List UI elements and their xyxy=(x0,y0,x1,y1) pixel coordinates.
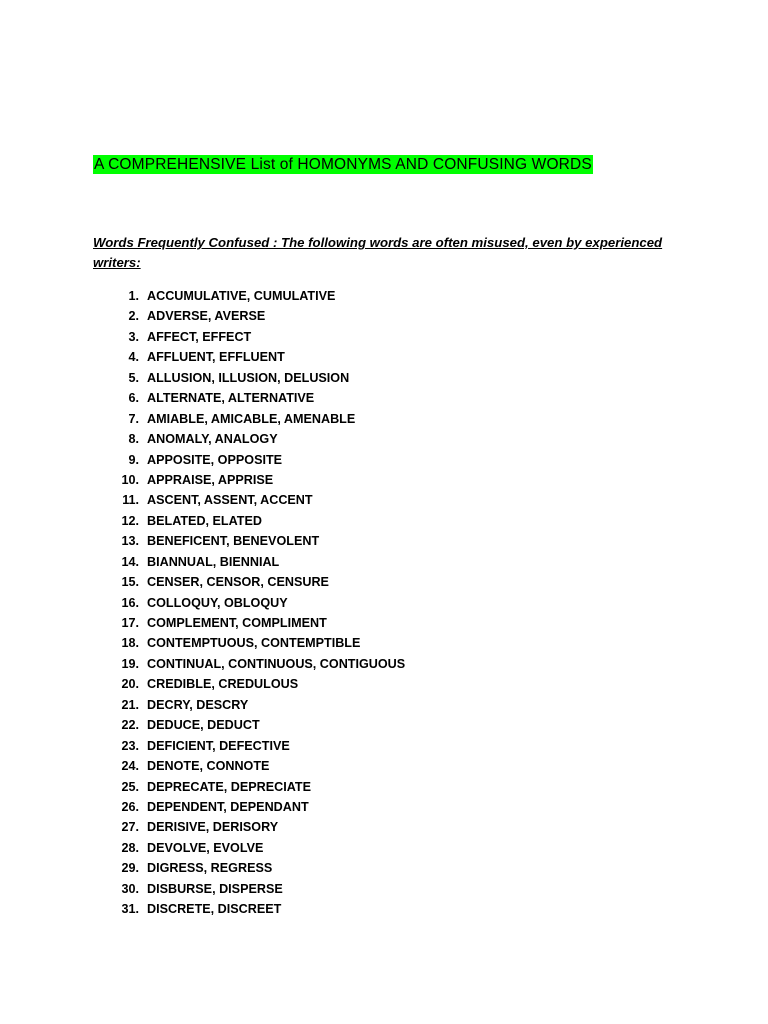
list-item-number: 27. xyxy=(121,820,139,835)
list-item-number: 30. xyxy=(121,881,139,896)
list-item-words: COMPLEMENT, COMPLIMENT xyxy=(147,616,327,630)
list-item-number: 9. xyxy=(128,452,139,467)
list-item-words: DISCRETE, DISCREET xyxy=(147,902,282,917)
list-item-words: ALTERNATE, ALTERNATIVE xyxy=(147,391,315,406)
list-item-words: BIANNUAL, BIENNIAL xyxy=(147,554,280,569)
list-item-spacer xyxy=(139,531,147,551)
list-item-spacer xyxy=(139,695,147,715)
list-item xyxy=(93,347,405,367)
list-item xyxy=(93,327,405,347)
list-item xyxy=(93,879,405,899)
list-item-number: 11. xyxy=(122,493,139,508)
list-item xyxy=(93,736,405,756)
list-item-number: 17. xyxy=(121,616,139,630)
list-item-number: 26. xyxy=(121,799,139,814)
list-item-words: ASCENT, ASSENT, ACCENT xyxy=(147,493,313,508)
list-item-words: APPRAISE, APPRISE xyxy=(147,472,274,487)
list-item-spacer xyxy=(139,797,147,817)
list-item xyxy=(93,511,405,531)
list-item-words: CENSER, CENSOR, CENSURE xyxy=(147,575,329,590)
list-item xyxy=(93,450,405,470)
list-item-words: DEVOLVE, EVOLVE xyxy=(147,840,264,855)
list-item-words: COLLOQUY, OBLOQUY xyxy=(147,595,288,610)
list-item xyxy=(93,572,405,592)
list-item xyxy=(93,470,405,490)
list-item-number: 7. xyxy=(128,411,139,426)
list-item xyxy=(93,695,405,715)
list-item xyxy=(93,817,405,837)
list-item-words: APPOSITE, OPPOSITE xyxy=(147,452,283,467)
list-item-words: AMIABLE, AMICABLE, AMENABLE xyxy=(147,411,356,426)
list-item-spacer xyxy=(139,654,147,674)
list-item-number: 24. xyxy=(121,759,139,774)
list-item-number: 16. xyxy=(121,595,139,610)
intro-paragraph: Words Frequently Confused : The following words are often misused, even by experienced writers: xyxy=(93,235,663,270)
list-item xyxy=(93,756,405,776)
list-item-number: 13. xyxy=(121,534,139,549)
list-item-spacer xyxy=(139,879,147,899)
list-item-spacer xyxy=(139,511,147,531)
list-item-number: 29. xyxy=(121,861,139,876)
list-item-spacer xyxy=(139,552,147,572)
list-item-spacer xyxy=(139,613,147,633)
list-item xyxy=(93,858,405,878)
list-item-spacer xyxy=(139,736,147,756)
list-item xyxy=(93,286,405,306)
list-item-spacer xyxy=(139,327,147,347)
list-item-spacer xyxy=(139,593,147,613)
list-item-number: 1. xyxy=(128,289,139,303)
list-item-spacer xyxy=(139,817,147,837)
list-item-number: 15. xyxy=(121,575,139,590)
list-item-words: ACCUMULATIVE, CUMULATIVE xyxy=(147,289,336,303)
list-item-spacer xyxy=(139,347,147,367)
list-item-number: 2. xyxy=(128,309,139,324)
list-item xyxy=(93,593,405,613)
list-item xyxy=(93,429,405,449)
list-item-spacer xyxy=(139,409,147,429)
list-item-spacer xyxy=(139,756,147,776)
list-item-spacer xyxy=(139,388,147,408)
list-item-spacer xyxy=(139,306,147,326)
list-item-words: ADVERSE, AVERSE xyxy=(147,309,266,324)
list-item xyxy=(93,531,405,551)
list-item-number: 28. xyxy=(121,840,139,855)
list-item xyxy=(93,409,405,429)
list-item xyxy=(93,306,405,326)
list-item-number: 31. xyxy=(121,902,139,917)
list-item xyxy=(93,490,405,510)
list-item-words: DECRY, DESCRY xyxy=(147,697,249,712)
list-item xyxy=(93,899,405,919)
list-item-words: DEPENDENT, DEPENDANT xyxy=(147,799,309,814)
list-item-spacer xyxy=(139,368,147,388)
list-item-words: AFFLUENT, EFFLUENT xyxy=(147,350,285,365)
list-item xyxy=(93,797,405,817)
list-item-spacer xyxy=(139,674,147,694)
list-item-spacer xyxy=(139,429,147,449)
list-item-words: BELATED, ELATED xyxy=(147,513,262,528)
list-item-words: DERISIVE, DERISORY xyxy=(147,820,279,835)
list-item-spacer xyxy=(139,838,147,858)
list-item-words: DEFICIENT, DEFECTIVE xyxy=(147,738,290,753)
list-item xyxy=(93,838,405,858)
list-item-spacer xyxy=(139,572,147,592)
list-item-number: 5. xyxy=(128,370,139,385)
word-list xyxy=(93,286,405,920)
list-item-words: BENEFICENT, BENEVOLENT xyxy=(147,534,320,549)
list-item xyxy=(93,674,405,694)
list-item-words: DISBURSE, DISPERSE xyxy=(147,881,283,896)
list-item-number: 6. xyxy=(128,391,139,406)
list-item xyxy=(93,633,405,653)
list-item xyxy=(93,654,405,674)
list-item-number: 25. xyxy=(121,779,139,794)
list-item-number: 21. xyxy=(121,697,139,712)
list-item-spacer xyxy=(139,633,147,653)
list-item-words: AFFECT, EFFECT xyxy=(147,329,252,344)
list-item-words: DEDUCE, DEDUCT xyxy=(147,718,260,733)
list-item-number: 12. xyxy=(121,513,139,528)
list-item-spacer xyxy=(139,470,147,490)
list-item-number: 4. xyxy=(128,350,139,365)
list-item-spacer xyxy=(139,899,147,919)
list-item-number: 23. xyxy=(121,738,139,753)
document-title: A COMPREHENSIVE List of HOMONYMS AND CONFUSING WORDS xyxy=(94,156,592,173)
list-item-spacer xyxy=(139,490,147,510)
list-item-spacer xyxy=(139,777,147,797)
list-item-words: CONTINUAL, CONTINUOUS, CONTIGUOUS xyxy=(147,656,406,671)
list-item xyxy=(93,368,405,388)
list-item xyxy=(93,613,405,633)
list-item-number: 8. xyxy=(128,432,139,447)
list-item-number: 10. xyxy=(121,472,139,487)
list-item-words: DEPRECATE, DEPRECIATE xyxy=(147,779,311,794)
list-item-number: 14. xyxy=(121,554,139,569)
list-item-spacer xyxy=(139,450,147,470)
list-item-words: CONTEMPTUOUS, CONTEMPTIBLE xyxy=(147,636,361,651)
list-item-number: 22. xyxy=(121,718,139,733)
list-item-words: DENOTE, CONNOTE xyxy=(147,759,270,774)
list-item-number: 3. xyxy=(128,329,139,344)
list-item xyxy=(93,715,405,735)
list-item-words: ANOMALY, ANALOGY xyxy=(147,432,278,447)
list-item-spacer xyxy=(139,286,147,306)
list-item-words: DIGRESS, REGRESS xyxy=(147,861,273,876)
list-item-words: ALLUSION, ILLUSION, DELUSION xyxy=(147,370,350,385)
list-item xyxy=(93,552,405,572)
list-item-words: CREDIBLE, CREDULOUS xyxy=(147,677,299,692)
list-item-spacer xyxy=(139,715,147,735)
list-item-number: 20. xyxy=(121,677,139,692)
list-item xyxy=(93,388,405,408)
list-item-number: 19. xyxy=(121,656,139,671)
list-item-number: 18. xyxy=(121,636,139,651)
list-item-spacer xyxy=(139,858,147,878)
list-item xyxy=(93,777,405,797)
